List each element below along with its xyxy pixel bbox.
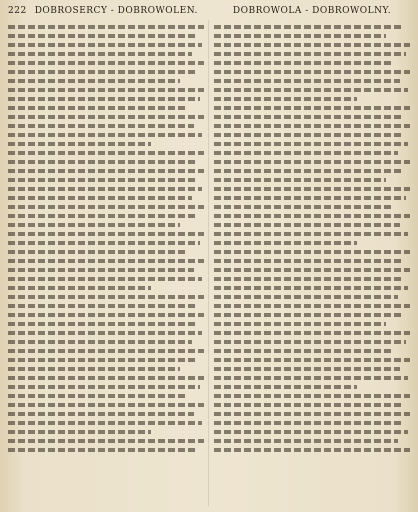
text-line-placeholder [214, 25, 402, 29]
text-line-placeholder [8, 403, 204, 407]
text-line-placeholder [214, 223, 400, 227]
text-line-placeholder [8, 340, 192, 344]
text-line-placeholder [214, 268, 410, 272]
text-line-placeholder [8, 385, 200, 389]
text-line-placeholder [8, 70, 196, 74]
text-line-placeholder [8, 169, 204, 173]
text-line-placeholder [214, 403, 404, 407]
text-line-placeholder [8, 52, 192, 56]
text-line-placeholder [8, 115, 204, 119]
text-line-placeholder [214, 358, 410, 362]
text-line-placeholder [8, 322, 198, 326]
text-line-placeholder [214, 52, 406, 56]
page-number: 222 [8, 6, 27, 16]
text-line-placeholder [8, 34, 198, 38]
text-line-placeholder [8, 88, 204, 92]
text-line-placeholder [214, 187, 410, 191]
text-line-placeholder [214, 124, 410, 128]
text-line-placeholder [8, 106, 188, 110]
text-line-placeholder [214, 70, 410, 74]
text-line-placeholder [214, 115, 404, 119]
text-line-placeholder [214, 61, 394, 65]
text-line-placeholder [214, 97, 357, 101]
text-line-placeholder [8, 268, 194, 272]
text-line-placeholder [214, 385, 357, 389]
text-line-placeholder [214, 250, 410, 254]
text-line-placeholder [8, 304, 198, 308]
text-line-placeholder [214, 376, 408, 380]
text-line-placeholder [214, 142, 408, 146]
text-line-placeholder [214, 241, 357, 245]
text-line-placeholder [214, 151, 398, 155]
text-line-placeholder [214, 169, 402, 173]
text-line-placeholder [8, 331, 202, 335]
text-line-placeholder [8, 133, 202, 137]
text-line-placeholder [8, 358, 196, 362]
text-line-placeholder [8, 214, 196, 218]
text-line-placeholder [214, 205, 394, 209]
right-running-head: DOBROWOLA - DOBROWOLNY. [232, 6, 392, 16]
text-line-placeholder [8, 430, 151, 434]
text-line-placeholder [8, 61, 204, 65]
text-line-placeholder [8, 25, 204, 29]
text-line-placeholder [8, 394, 188, 398]
text-line-placeholder [8, 439, 204, 443]
text-line-placeholder [214, 259, 404, 263]
text-line-placeholder [214, 367, 400, 371]
text-line-placeholder [214, 106, 410, 110]
text-line-placeholder [8, 142, 151, 146]
text-line-placeholder [214, 160, 410, 164]
text-line-placeholder [214, 88, 408, 92]
text-line-placeholder [8, 187, 202, 191]
text-line-placeholder [8, 223, 180, 227]
text-line-placeholder [8, 232, 204, 236]
text-line-placeholder [8, 205, 204, 209]
text-line-placeholder [214, 232, 408, 236]
text-line-placeholder [8, 79, 180, 83]
text-line-placeholder [214, 448, 410, 452]
text-line-placeholder [214, 178, 386, 182]
text-line-placeholder [8, 376, 204, 380]
text-line-placeholder [8, 421, 202, 425]
text-line-placeholder [8, 313, 204, 317]
text-line-placeholder [214, 322, 386, 326]
text-line-placeholder [8, 97, 200, 101]
text-line-placeholder [214, 277, 404, 281]
left-running-header [8, 4, 204, 18]
text-line-placeholder [8, 160, 198, 164]
column-gutter [208, 20, 209, 506]
text-line-placeholder [214, 79, 400, 83]
text-line-placeholder [8, 349, 204, 353]
text-line-placeholder [214, 340, 406, 344]
text-line-placeholder [8, 448, 198, 452]
text-line-placeholder [214, 439, 398, 443]
text-line-placeholder [214, 313, 402, 317]
text-line-placeholder [214, 430, 408, 434]
text-line-placeholder [214, 286, 408, 290]
text-line-placeholder [214, 421, 404, 425]
text-line-placeholder [214, 133, 404, 137]
left-text-column [8, 20, 204, 506]
text-line-placeholder [8, 277, 202, 281]
text-line-placeholder [214, 34, 386, 38]
text-line-placeholder [214, 214, 410, 218]
text-line-placeholder [214, 304, 410, 308]
text-line-placeholder [8, 196, 192, 200]
text-line-placeholder [8, 250, 188, 254]
text-line-placeholder [8, 286, 151, 290]
text-line-placeholder [8, 412, 194, 416]
left-running-head: DOBROSERCY - DOBROWOLEN. [34, 6, 198, 16]
text-line-placeholder [8, 295, 204, 299]
text-line-placeholder [214, 196, 406, 200]
text-line-placeholder [8, 124, 194, 128]
text-line-placeholder [214, 331, 410, 335]
text-line-placeholder [8, 367, 180, 371]
text-line-placeholder [8, 151, 204, 155]
text-line-placeholder [8, 241, 200, 245]
text-line-placeholder [8, 43, 202, 47]
text-line-placeholder [214, 412, 410, 416]
text-line-placeholder [214, 295, 398, 299]
text-line-placeholder [8, 178, 198, 182]
text-line-placeholder [214, 43, 410, 47]
text-line-placeholder [214, 349, 394, 353]
text-line-placeholder [214, 394, 410, 398]
text-line-placeholder [8, 259, 204, 263]
right-text-column [214, 20, 410, 506]
